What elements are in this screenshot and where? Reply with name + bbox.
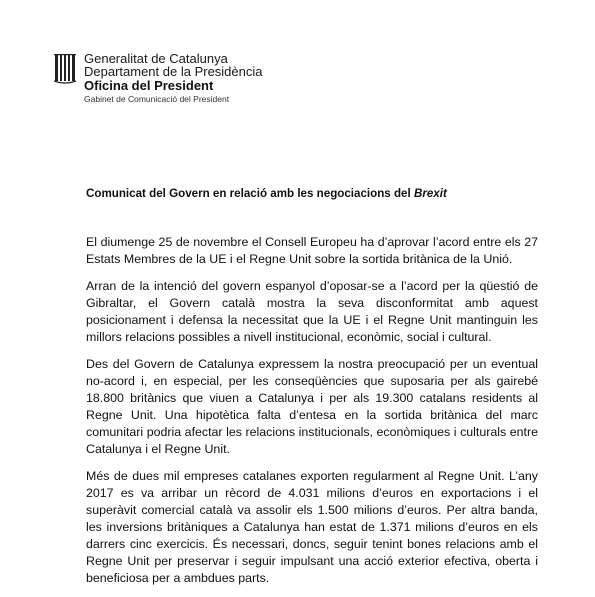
title-text: Comunicat del Govern en relació amb les negociacions del: [86, 187, 411, 200]
department-name: Departament de la Presidència: [84, 64, 263, 79]
office-name: Oficina del President: [84, 78, 214, 93]
paragraph: Arran de la intenció del govern espanyol d’oposar-se a l’acord per la qüestió de Gibraltar, el Govern català mostra la seva disconformitat amb aquest posicionament i defensa la necessitat que la UE i el Regne Unit mantinguin les millors relacions possibles a nivell institucional, econòmic, social i cultural.: [86, 279, 538, 344]
title-italic: Brexit: [413, 187, 447, 200]
paragraph: Des del Govern de Catalunya expressem la nostra preocupació per un eventual no-acord i, en especial, per les conseqüències que suposaria per als gairebé 18.800 britànics que viuen a Catalunya i per als 19.300 catalans residents al Regne Unit. Una hipotètica falta d’entesa en la sortida britànica del marc comunitari podria afectar les relacions institucionals, econòmiques i culturals entre Catalunya i el Regne Unit.: [86, 357, 538, 456]
cabinet-name: Gabinet de Comunicació del President: [84, 94, 230, 104]
document-body: [86, 234, 538, 597]
paragraph: El diumenge 25 de novembre el Consell Europeu ha d’aprovar l’acord entre els 27 Estats Membres de la UE i el Regne Unit sobre la sortida britànica de la Unió.: [86, 235, 538, 266]
org-name: Generalitat de Catalunya: [84, 51, 228, 66]
generalitat-emblem-icon: [54, 54, 76, 84]
paragraph: Més de dues mil empreses catalanes exporten regularment al Regne Unit. L’any 2017 es va arribar un rècord de 4.031 milions d’euros en exportacions i el superàvit comercial català va assolir els 1.500 milions d’euros. Per altra banda, les inversions britàniques a Catalunya han estat de 1.371 milions d’euros en els darrers cinc exercicis. És necessari, doncs, seguir tenint bones relacions amb el Regne Unit per preservar i seguir impulsant una acció exterior efectiva, oberta i beneficiosa per a ambdues parts.: [86, 469, 538, 585]
document-title: [86, 187, 447, 200]
